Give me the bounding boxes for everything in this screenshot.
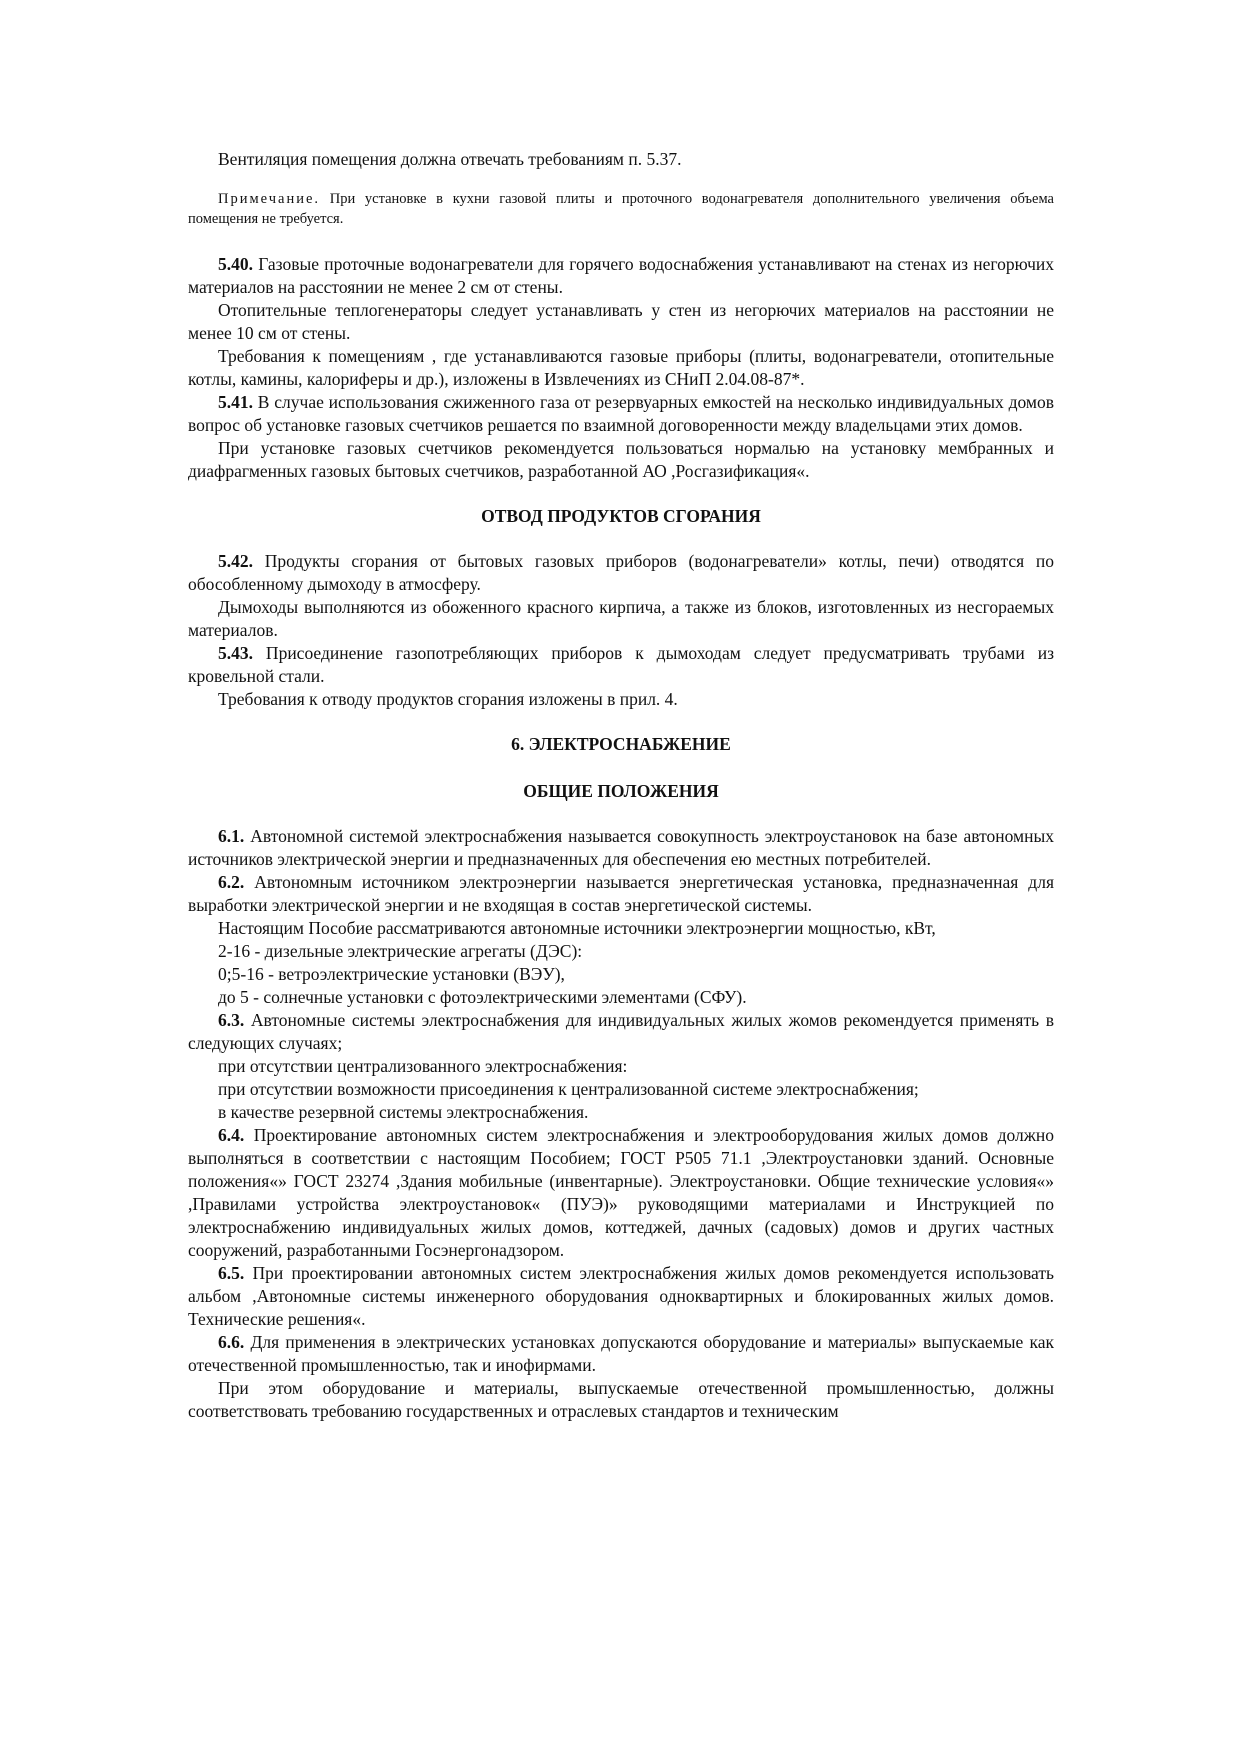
list-item: 2-16 - дизельные электрические агрегаты (ДЭС): bbox=[218, 941, 583, 961]
section-heading-general: ОБЩИЕ ПОЛОЖЕНИЯ bbox=[523, 781, 719, 801]
clause-number: 6.2. bbox=[218, 872, 245, 892]
clause-number: 5.41. bbox=[218, 392, 253, 412]
clause-text: Для применения в электрических установках допускаются оборудование и материалы» выпускаемые как отечественной промышленностью, так и инофирмами. bbox=[188, 1332, 1054, 1375]
clause-text: В случае использования сжиженного газа от резервуарных емкостей на несколько индивидуальных домов вопрос об установке газовых счетчиков решается по взаимной договоренности между владельцами этих домов. bbox=[188, 392, 1054, 435]
clause-number: 5.43. bbox=[218, 643, 253, 663]
section-heading-exhaust: ОТВОД ПРОДУКТОВ СГОРАНИЯ bbox=[481, 506, 761, 526]
paragraph: Отопительные теплогенераторы следует устанавливать у стен из негорючих материалов на расстоянии не менее 10 см от стены. bbox=[188, 300, 1054, 343]
clause-text: При проектировании автономных систем электроснабжения жилых домов рекомендуется использовать альбом ,Автономные системы инженерного оборудования одноквартирных и блокированных жилых домов. Технические решения«. bbox=[188, 1263, 1054, 1329]
document-page bbox=[188, 148, 1054, 1423]
clause-text: Автономным источником электроэнергии называется энергетическая установка, предназначенная для выработки электрической энергии и не входящая в состав энергетической системы. bbox=[188, 872, 1054, 915]
clause-5-42 bbox=[188, 550, 1054, 596]
clause-text: Присоединение газопотребляющих приборов к дымоходам следует предусматривать трубами из кровельной стали. bbox=[188, 643, 1054, 686]
clause-6-5 bbox=[188, 1262, 1054, 1331]
clause-6-4 bbox=[188, 1124, 1054, 1262]
clause-number: 6.5. bbox=[218, 1263, 245, 1283]
clause-text: Проектирование автономных систем электроснабжения и электрооборудования жилых домов должно выполняться в соответствии с настоящим Пособием; ГОСТ Р505 71.1 ,Электроустановки зданий. Основные положения«» ГОСТ 23274 ,Здания мобильные (инвентарные). Электроустановки. Общие технические условия«» ,Правилами устройства электроустановок« (ПУЭ)» руководящими материалами и Инструкцией по электроснабжению индивидуальных жилых домов, коттеджей, дачных (садовых) домов и других частных сооружений, разработанными Госэнергонадзором. bbox=[188, 1125, 1054, 1260]
list-item: при отсутствии возможности присоединения к централизованной системе электроснабжения; bbox=[218, 1079, 919, 1099]
list-item: 0;5-16 - ветроэлектрические установки (ВЭУ), bbox=[218, 964, 565, 984]
paragraph: При установке газовых счетчиков рекомендуется пользоваться нормалью на установку мембранных и диафрагменных газовых бытовых счетчиков, разработанной АО ,Росгазификация«. bbox=[188, 438, 1054, 481]
paragraph: Дымоходы выполняются из обоженного красного кирпича, а также из блоков, изготовленных из несгораемых материалов. bbox=[188, 597, 1054, 640]
clause-6-2 bbox=[188, 871, 1054, 917]
list-item: при отсутствии централизованного электроснабжения: bbox=[218, 1056, 628, 1076]
clause-text: Автономной системой электроснабжения называется совокупность электроустановок на базе автономных источников электрической энергии и предназначенных для обеспечения ею местных потребителей. bbox=[188, 826, 1054, 869]
list-item: в качестве резервной системы электроснабжения. bbox=[218, 1102, 589, 1122]
clause-text: Газовые проточные водонагреватели для горячего водоснабжения устанавливают на стенах из негорючих материалов на расстоянии не менее 2 см от стены. bbox=[188, 254, 1054, 297]
ventilation-paragraph: Вентиляция помещения должна отвечать требованиям п. 5.37. bbox=[218, 149, 682, 169]
clause-6-1 bbox=[188, 825, 1054, 871]
paragraph: Настоящим Пособие рассматриваются автономные источники электроэнергии мощностью, кВт, bbox=[218, 918, 936, 938]
clause-6-6 bbox=[188, 1331, 1054, 1377]
clause-number: 6.4. bbox=[218, 1125, 245, 1145]
clause-5-43 bbox=[188, 642, 1054, 688]
note-paragraph bbox=[188, 189, 1054, 229]
paragraph: Требования к помещениям , где устанавливаются газовые приборы (плиты, водонагреватели, отопительные котлы, камины, калориферы и др.), изложены в Извлечениях из СНиП 2.04.08-87*. bbox=[188, 346, 1054, 389]
clause-6-3 bbox=[188, 1009, 1054, 1055]
clause-number: 5.40. bbox=[218, 254, 253, 274]
paragraph: При этом оборудование и материалы, выпускаемые отечественной промышленностью, должны соответствовать требованию государственных и отраслевых стандартов и техническим bbox=[188, 1378, 1054, 1421]
note-text: При установке в кухни газовой плиты и проточного водонагревателя дополнительного увеличения объема помещения не требуется. bbox=[188, 191, 1054, 227]
note-label: Примечание. bbox=[218, 191, 321, 207]
clause-5-40 bbox=[188, 253, 1054, 299]
clause-text: Автономные системы электроснабжения для индивидуальных жилых жомов рекомендуется применять в следующих случаях; bbox=[188, 1010, 1054, 1053]
paragraph: Требования к отводу продуктов сгорания изложены в прил. 4. bbox=[218, 689, 678, 709]
list-item: до 5 - солнечные установки с фотоэлектрическими элементами (СФУ). bbox=[218, 987, 747, 1007]
clause-number: 5.42. bbox=[218, 551, 253, 571]
clause-5-41 bbox=[188, 391, 1054, 437]
clause-number: 6.3. bbox=[218, 1010, 245, 1030]
clause-text: Продукты сгорания от бытовых газовых приборов (водонагреватели» котлы, печи) отводятся по обособленному дымоходу в атмосферу. bbox=[188, 551, 1054, 594]
clause-number: 6.6. bbox=[218, 1332, 245, 1352]
section-heading-power: 6. ЭЛЕКТРОСНАБЖЕНИЕ bbox=[511, 734, 731, 754]
clause-number: 6.1. bbox=[218, 826, 245, 846]
